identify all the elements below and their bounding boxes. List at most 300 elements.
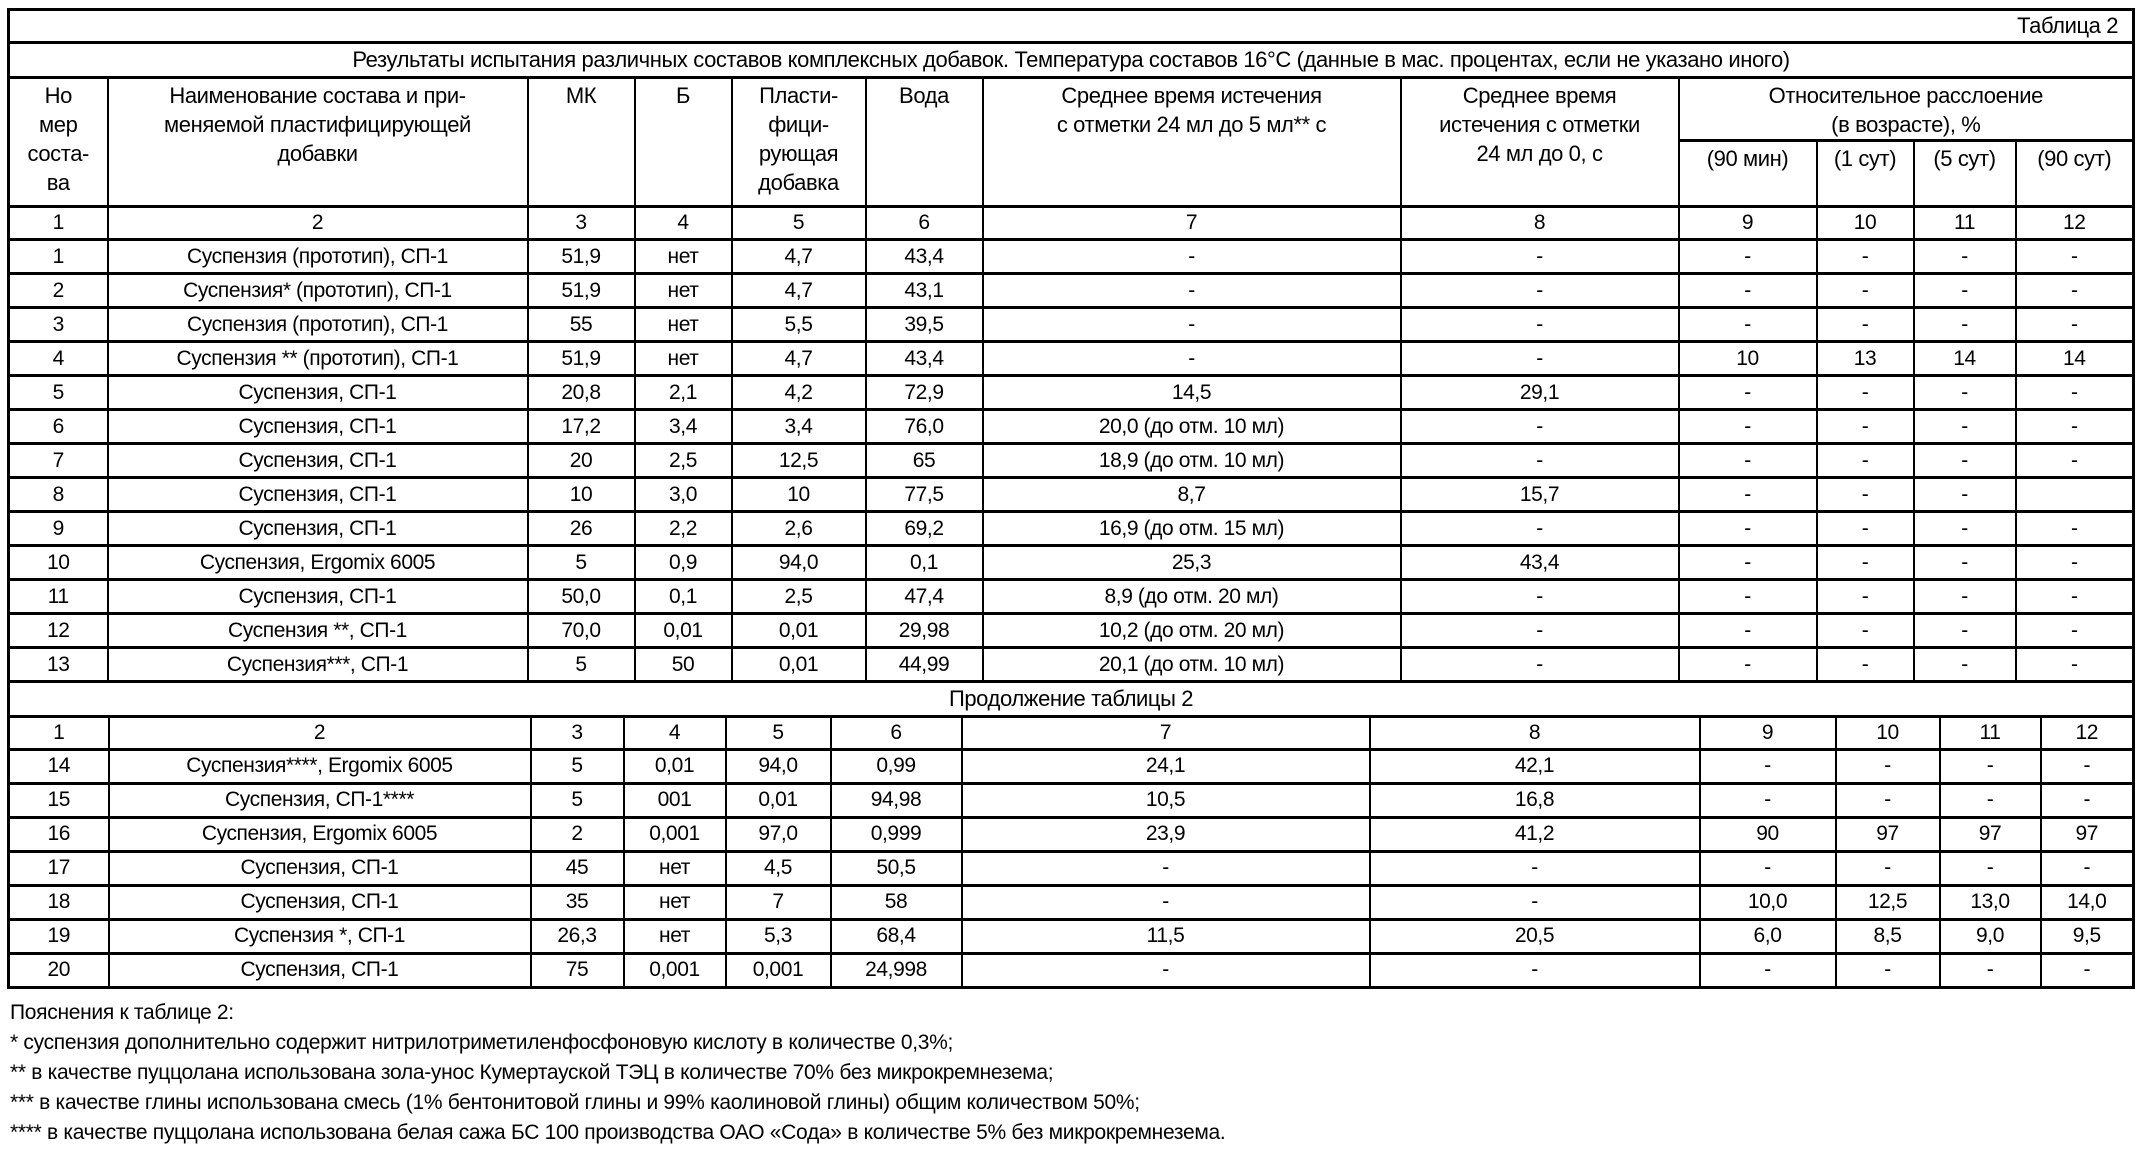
table-cell: -	[1679, 478, 1817, 512]
table-cell: 4,7	[732, 342, 866, 376]
table-cell: 3,4	[732, 410, 866, 444]
table-row	[9, 410, 2134, 444]
table-cell: 26	[528, 512, 635, 546]
column-number-cell: 8	[1401, 207, 1679, 240]
table-row	[9, 817, 2134, 851]
table-caption: Таблица 2	[9, 10, 2134, 43]
results-table-part2	[7, 683, 2135, 989]
table-cell: 6	[9, 410, 108, 444]
table-cell: 0,999	[831, 817, 962, 851]
table-cell: 23,9	[962, 817, 1370, 851]
table-cell: Суспензия***, СП-1	[108, 648, 528, 682]
table-cell: Суспензия, СП-1	[108, 580, 528, 614]
table-cell: -	[1817, 512, 1914, 546]
table-cell: 20,8	[528, 376, 635, 410]
table-cell: 94,98	[831, 783, 962, 817]
table-row	[9, 783, 2134, 817]
table-row	[9, 851, 2134, 885]
table-cell: -	[2016, 512, 2134, 546]
table-cell: Суспензия *, СП-1	[109, 919, 531, 953]
table-cell: -	[2016, 580, 2134, 614]
table-cell: 10	[1679, 342, 1817, 376]
table-cell: 10	[528, 478, 635, 512]
table-cell: 6,0	[1700, 919, 1836, 953]
table-cell: Суспензия, СП-1	[109, 851, 531, 885]
table-cell: Суспензия****, Ergomix 6005	[109, 749, 531, 783]
table-cell: 0,01	[726, 783, 831, 817]
table-cell: 0,99	[831, 749, 962, 783]
table-cell: 97	[2041, 817, 2134, 851]
table-cell: 11	[9, 580, 108, 614]
table-cell: 0,9	[635, 546, 732, 580]
table-cell: 97	[1940, 817, 2041, 851]
table-cell: -	[1679, 308, 1817, 342]
table-cell: 9	[9, 512, 108, 546]
table-cell: 43,4	[866, 240, 983, 274]
table-cell: 0,01	[635, 614, 732, 648]
table-cell: -	[1401, 444, 1679, 478]
table-cell: 55	[528, 308, 635, 342]
table-cell: 4,2	[732, 376, 866, 410]
table-cell: 20,1 (до отм. 10 мл)	[983, 648, 1401, 682]
table-row	[9, 240, 2134, 274]
table-cell: 51,9	[528, 240, 635, 274]
table-cell: 20,0 (до отм. 10 мл)	[983, 410, 1401, 444]
table-cell: 20	[9, 953, 109, 987]
table-cell: 45	[531, 851, 624, 885]
table-cell: 5,3	[726, 919, 831, 953]
table-cell: 65	[866, 444, 983, 478]
table-cell: -	[1940, 783, 2041, 817]
table-cell: -	[962, 953, 1370, 987]
table-cell: 90	[1700, 817, 1836, 851]
table-cell: 3	[9, 308, 108, 342]
table-cell: -	[983, 240, 1401, 274]
table-cell: -	[1679, 376, 1817, 410]
table-cell: 24,998	[831, 953, 962, 987]
table-cell: 43,4	[1401, 546, 1679, 580]
table-cell: 17,2	[528, 410, 635, 444]
continuation-label: Продолжение таблицы 2	[9, 683, 2134, 716]
table-cell: 76,0	[866, 410, 983, 444]
table-cell: 10,5	[962, 783, 1370, 817]
table-row	[9, 546, 2134, 580]
table-cell: 5,5	[732, 308, 866, 342]
table-cell: -	[1940, 953, 2041, 987]
table-cell: -	[1700, 749, 1836, 783]
table-cell: 0,1	[635, 580, 732, 614]
table-cell: -	[1679, 648, 1817, 682]
table-cell: 8,5	[1836, 919, 1940, 953]
table-row	[9, 749, 2134, 783]
column-numbers-row	[9, 207, 2134, 240]
table-cell: нет	[624, 919, 726, 953]
table-cell: 94,0	[732, 546, 866, 580]
table-cell: 50	[635, 648, 732, 682]
table-row	[9, 953, 2134, 987]
table-cell: 7	[9, 444, 108, 478]
column-number-cell: 3	[531, 716, 624, 749]
table-cell: 14,0	[2041, 885, 2134, 919]
table-row	[9, 614, 2134, 648]
table-cell: -	[1817, 614, 1914, 648]
table-cell: Суспензия **, СП-1	[108, 614, 528, 648]
table-cell: 29,98	[866, 614, 983, 648]
table-cell: 4,5	[726, 851, 831, 885]
table-cell: -	[1914, 240, 2016, 274]
table-cell: 68,4	[831, 919, 962, 953]
table-cell: 77,5	[866, 478, 983, 512]
table-cell: -	[2041, 953, 2134, 987]
table-cell: Суспензия* (прототип), СП-1	[108, 274, 528, 308]
table-cell: 18,9 (до отм. 10 мл)	[983, 444, 1401, 478]
table-cell: 70,0	[528, 614, 635, 648]
table-cell: -	[2016, 240, 2134, 274]
table-cell: -	[1679, 614, 1817, 648]
table-cell: Суспензия, СП-1	[109, 885, 531, 919]
table-cell: 41,2	[1370, 817, 1700, 851]
table-cell: 8,7	[983, 478, 1401, 512]
table-cell: -	[1401, 240, 1679, 274]
column-number-cell: 2	[108, 207, 528, 240]
table-cell: -	[1914, 614, 2016, 648]
table-cell: -	[1401, 614, 1679, 648]
table-cell: 51,9	[528, 274, 635, 308]
table-cell: 97	[1836, 817, 1940, 851]
table-cell: 0,01	[732, 614, 866, 648]
header-flow-time-24-0: Среднее время истечения с отметки 24 мл до 0, с	[1401, 78, 1679, 207]
table-cell: 1	[9, 240, 108, 274]
table-row	[9, 885, 2134, 919]
table-row	[9, 274, 2134, 308]
table-cell: 20	[528, 444, 635, 478]
header-water: Вода	[866, 78, 983, 207]
table-cell: 42,1	[1370, 749, 1700, 783]
table-cell: 94,0	[726, 749, 831, 783]
table-cell: 13	[9, 648, 108, 682]
table-cell: 9,5	[2041, 919, 2134, 953]
table-cell: 43,4	[866, 342, 983, 376]
table-cell: 2	[9, 274, 108, 308]
table-cell: 14	[1914, 342, 2016, 376]
table-cell: -	[1836, 851, 1940, 885]
table-cell: 14	[2016, 342, 2134, 376]
table-cell: 0,001	[726, 953, 831, 987]
table-cell: 15	[9, 783, 109, 817]
table-cell: -	[983, 342, 1401, 376]
table-cell: -	[2041, 783, 2134, 817]
column-number-cell: 10	[1836, 716, 1940, 749]
table-cell: -	[1817, 478, 1914, 512]
footnotes	[7, 998, 2133, 1148]
table-cell: -	[1401, 342, 1679, 376]
column-number-cell: 9	[1700, 716, 1836, 749]
column-number-cell: 5	[732, 207, 866, 240]
table-row	[9, 580, 2134, 614]
table-cell: Суспензия, Ergomix 6005	[108, 546, 528, 580]
table-cell: 43,1	[866, 274, 983, 308]
header-stratification-5day: (5 сут)	[1914, 141, 2016, 207]
table-cell: 26,3	[531, 919, 624, 953]
table-cell: Суспензия ** (прототип), СП-1	[108, 342, 528, 376]
table-cell: 5	[9, 376, 108, 410]
table-cell: 10	[732, 478, 866, 512]
table-cell: -	[1817, 240, 1914, 274]
table-cell: 15,7	[1401, 478, 1679, 512]
footnote-line: **** в качестве пуццолана использована белая сажа БС 100 производства ОАО «Сода» в количестве 5% без микрокремнезема.	[10, 1120, 1226, 1144]
table-cell: 0,01	[732, 648, 866, 682]
table-cell: 13,0	[1940, 885, 2041, 919]
column-number-cell: 6	[831, 716, 962, 749]
table-cell: 3,0	[635, 478, 732, 512]
table-cell: Суспензия, Ergomix 6005	[109, 817, 531, 851]
table-cell: 0,1	[866, 546, 983, 580]
header-b: Б	[635, 78, 732, 207]
table-cell: 14,5	[983, 376, 1401, 410]
table-cell: Суспензия (прототип), СП-1	[108, 240, 528, 274]
table-cell: Суспензия, СП-1	[108, 376, 528, 410]
table-cell: 20,5	[1370, 919, 1700, 953]
table-cell: Суспензия, СП-1****	[109, 783, 531, 817]
footnote-line: * суспензия дополнительно содержит нитрилотриметиленфосфоновую кислоту в количестве 0,3%;	[10, 1030, 954, 1054]
column-number-cell: 1	[9, 207, 108, 240]
header-stratification-90day: (90 сут)	[2016, 141, 2134, 207]
table-cell: Суспензия, СП-1	[108, 444, 528, 478]
table-cell: -	[983, 274, 1401, 308]
table-cell: -	[1817, 444, 1914, 478]
table-cell: -	[962, 851, 1370, 885]
table-cell	[2016, 478, 2134, 512]
table-cell: 4	[9, 342, 108, 376]
table-cell: -	[1914, 376, 2016, 410]
column-number-cell: 1	[9, 716, 109, 749]
table-cell: 5	[528, 546, 635, 580]
header-plasticizer: Пласти- фици- рующая добавка	[732, 78, 866, 207]
table-cell: -	[1914, 444, 2016, 478]
table-cell: 10,2 (до отм. 20 мл)	[983, 614, 1401, 648]
table-cell: 47,4	[866, 580, 983, 614]
table-cell: -	[1914, 478, 2016, 512]
column-number-cell: 4	[624, 716, 726, 749]
header-flow-time-24-5: Среднее время истечения с отметки 24 мл до 5 мл** с	[983, 78, 1401, 207]
table-cell: Суспензия, СП-1	[109, 953, 531, 987]
table-cell: 8	[9, 478, 108, 512]
header-mk: МК	[528, 78, 635, 207]
table-body-part1	[9, 240, 2134, 682]
table-cell: 12	[9, 614, 108, 648]
table-cell: -	[1817, 546, 1914, 580]
results-table-part1	[7, 8, 2135, 683]
table-cell: -	[1679, 580, 1817, 614]
table-cell: -	[1817, 308, 1914, 342]
table-cell: 5	[531, 749, 624, 783]
table-cell: -	[1679, 444, 1817, 478]
table-cell: нет	[635, 274, 732, 308]
table-row	[9, 648, 2134, 682]
table-cell: 50,0	[528, 580, 635, 614]
table-cell: 39,5	[866, 308, 983, 342]
table-cell: 13	[1817, 342, 1914, 376]
table-cell: Суспензия (прототип), СП-1	[108, 308, 528, 342]
table-cell: 17	[9, 851, 109, 885]
column-numbers-row	[9, 716, 2134, 749]
column-number-cell: 3	[528, 207, 635, 240]
table-cell: 16,9 (до отм. 15 мл)	[983, 512, 1401, 546]
table-cell: 16	[9, 817, 109, 851]
table-cell: 51,9	[528, 342, 635, 376]
column-number-cell: 6	[866, 207, 983, 240]
table-cell: 3,4	[635, 410, 732, 444]
table-cell: -	[1700, 851, 1836, 885]
table-cell: -	[1401, 274, 1679, 308]
table-cell: -	[1817, 410, 1914, 444]
table-cell: -	[1401, 410, 1679, 444]
table-cell: -	[1817, 580, 1914, 614]
table-cell: 2,6	[732, 512, 866, 546]
table-cell: -	[2016, 410, 2134, 444]
table-cell: 0,001	[624, 953, 726, 987]
table-cell: 18	[9, 885, 109, 919]
table-cell: -	[1914, 512, 2016, 546]
table-cell: -	[2016, 376, 2134, 410]
column-number-cell: 12	[2041, 716, 2134, 749]
header-composition-number: Но мер соста- ва	[9, 78, 108, 207]
table-cell: нет	[635, 308, 732, 342]
table-cell: 2,5	[732, 580, 866, 614]
table-title: Результаты испытания различных составов комплексных добавок. Температура составов 16°С (данные в мас. процентах, если не указано иного)	[9, 43, 2134, 78]
table-cell: 4,7	[732, 274, 866, 308]
table-cell: -	[1679, 274, 1817, 308]
continuation-row	[9, 683, 2134, 716]
table-cell: 10,0	[1700, 885, 1836, 919]
table-cell: 0,001	[624, 817, 726, 851]
header-stratification-90min: (90 мин)	[1679, 141, 1817, 207]
table-cell: 001	[624, 783, 726, 817]
table-cell: 11,5	[962, 919, 1370, 953]
table-cell: 2	[531, 817, 624, 851]
table-row	[9, 478, 2134, 512]
column-number-cell: 9	[1679, 207, 1817, 240]
column-number-cell: 12	[2016, 207, 2134, 240]
table-cell: -	[1817, 648, 1914, 682]
table-cell: нет	[624, 885, 726, 919]
table-cell: -	[1370, 953, 1700, 987]
table-cell: 7	[726, 885, 831, 919]
table-cell: нет	[624, 851, 726, 885]
table-cell: нет	[635, 240, 732, 274]
table-cell: 19	[9, 919, 109, 953]
header-composition-name: Наименование состава и при- меняемой пластифицирующей добавки	[108, 78, 528, 207]
column-number-cell: 4	[635, 207, 732, 240]
table-cell: -	[1401, 512, 1679, 546]
table-cell: -	[1836, 749, 1940, 783]
table-cell: 14	[9, 749, 109, 783]
table-cell: 10	[9, 546, 108, 580]
table-cell: -	[2016, 546, 2134, 580]
table-cell: 5	[528, 648, 635, 682]
table-cell: -	[1940, 851, 2041, 885]
table-cell: -	[1370, 851, 1700, 885]
table-cell: 75	[531, 953, 624, 987]
table-cell: -	[1401, 648, 1679, 682]
table-cell: -	[1914, 308, 2016, 342]
table-title-row	[9, 43, 2134, 78]
table-row	[9, 919, 2134, 953]
column-number-cell: 10	[1817, 207, 1914, 240]
table-cell: 69,2	[866, 512, 983, 546]
table-cell: -	[2016, 444, 2134, 478]
table-cell: 8,9 (до отм. 20 мл)	[983, 580, 1401, 614]
table-cell: Суспензия, СП-1	[108, 512, 528, 546]
table-cell: 4,7	[732, 240, 866, 274]
table-cell: 50,5	[831, 851, 962, 885]
table-cell: 29,1	[1401, 376, 1679, 410]
table-caption-row	[9, 10, 2134, 43]
table-row	[9, 444, 2134, 478]
table-cell: -	[1401, 308, 1679, 342]
table-cell: -	[983, 308, 1401, 342]
table-cell: 5	[531, 783, 624, 817]
column-number-cell: 7	[962, 716, 1370, 749]
column-number-cell: 8	[1370, 716, 1700, 749]
column-number-cell: 11	[1940, 716, 2041, 749]
table-cell: 12,5	[1836, 885, 1940, 919]
table-cell: -	[1679, 546, 1817, 580]
table-cell: -	[1700, 953, 1836, 987]
footnote-line: Пояснения к таблице 2:	[10, 1000, 234, 1024]
table-body-part2	[9, 749, 2134, 987]
table-cell: -	[2016, 308, 2134, 342]
table-cell: -	[1914, 274, 2016, 308]
table-cell: -	[2041, 749, 2134, 783]
table-cell: Суспензия, СП-1	[108, 410, 528, 444]
table-cell: -	[1700, 783, 1836, 817]
table-cell: 9,0	[1940, 919, 2041, 953]
column-number-cell: 7	[983, 207, 1401, 240]
table-cell: -	[1836, 783, 1940, 817]
column-number-cell: 2	[109, 716, 531, 749]
table-row	[9, 308, 2134, 342]
footnote-line: *** в качестве глины использована смесь (1% бентонитовой глины и 99% каолиновой глины) общим количеством 50%;	[10, 1090, 1140, 1114]
table-cell: -	[1817, 274, 1914, 308]
table-cell: -	[1679, 410, 1817, 444]
table-cell: 44,99	[866, 648, 983, 682]
table-cell: -	[962, 885, 1370, 919]
table-row	[9, 342, 2134, 376]
table-cell: -	[1679, 240, 1817, 274]
table-cell: 16,8	[1370, 783, 1700, 817]
table-cell: 72,9	[866, 376, 983, 410]
table-cell: -	[1370, 885, 1700, 919]
header-stratification-group: Относительное расслоение (в возрасте), %	[1679, 78, 2134, 141]
table-cell: -	[2016, 614, 2134, 648]
column-number-cell: 11	[1914, 207, 2016, 240]
table-cell: -	[2016, 274, 2134, 308]
header-stratification-1day: (1 сут)	[1817, 141, 1914, 207]
table-cell: 97,0	[726, 817, 831, 851]
table-cell: -	[1679, 512, 1817, 546]
table-row	[9, 512, 2134, 546]
table-cell: 25,3	[983, 546, 1401, 580]
table-cell: 24,1	[962, 749, 1370, 783]
table-cell: 2,2	[635, 512, 732, 546]
table-cell: -	[1914, 546, 2016, 580]
table-cell: 2,1	[635, 376, 732, 410]
table-cell: -	[1914, 648, 2016, 682]
column-number-cell: 5	[726, 716, 831, 749]
table-cell: нет	[635, 342, 732, 376]
table-cell: -	[1817, 376, 1914, 410]
